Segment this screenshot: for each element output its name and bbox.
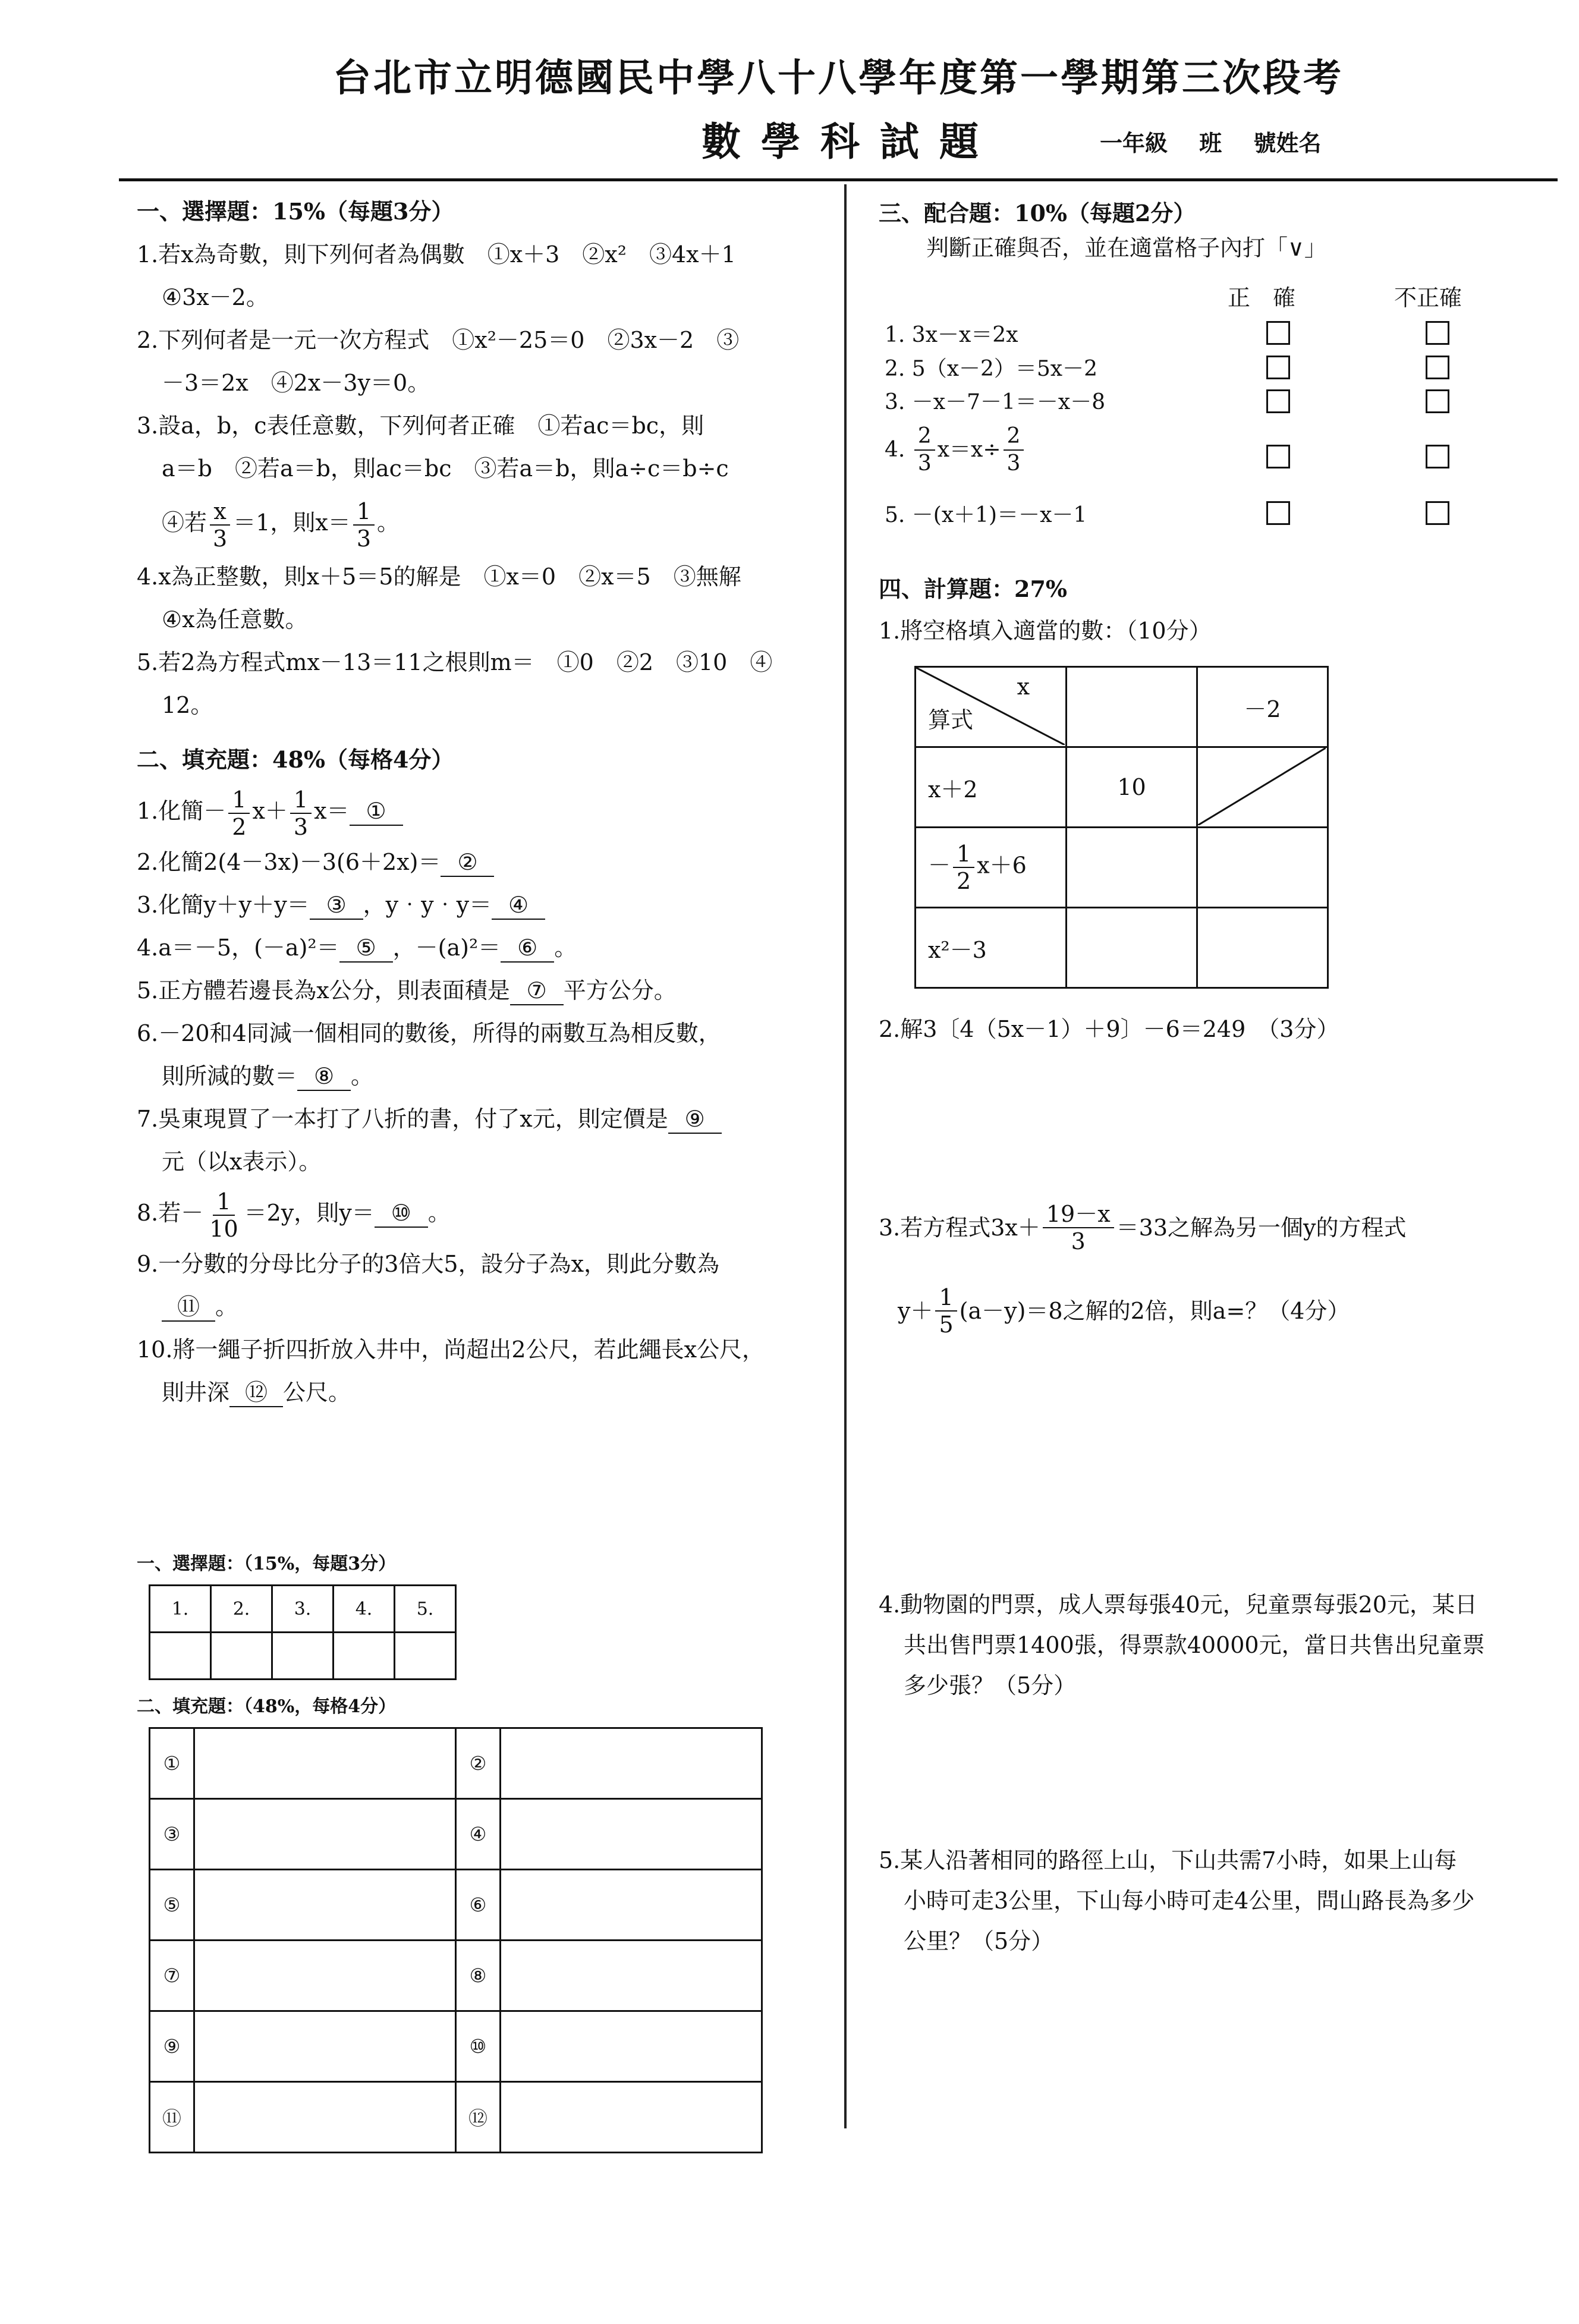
column-divider bbox=[844, 184, 847, 2128]
fraction: $\frac{19-x}{3}$ bbox=[1043, 1201, 1114, 1254]
table-row bbox=[916, 747, 1328, 828]
fraction: $\frac{2}{3}$ bbox=[914, 423, 935, 477]
right-column bbox=[879, 196, 1562, 265]
answer-blank[interactable]: ③ bbox=[310, 891, 363, 920]
grade-label: 一年級 bbox=[1100, 130, 1168, 156]
match-item-3: 3. －x－7－1＝－x－8 bbox=[885, 390, 1106, 414]
calc-q4: 4.動物園的門票，成人票每張40元，兒童票每張20元，某日 共出售門票1400張，得票款40000元，當日共售出兒童票 多少張？（5分） bbox=[879, 1592, 1485, 1699]
class-label: 班 bbox=[1199, 130, 1222, 156]
fill-answer-cell[interactable] bbox=[194, 1799, 456, 1870]
table-cell[interactable] bbox=[1067, 908, 1197, 988]
answer-sheet1-title: 一、選擇題：（15%，每題3分） bbox=[137, 1553, 397, 1574]
calc-q5: 5.某人沿著相同的路徑上山，下山共需7小時，如果上山每 小時可走3公里，下山每小時可走4公里，問山路長為多少 公里？（5分） bbox=[879, 1847, 1475, 1954]
school-title: 台北市立明德國民中學八十八學年度第一學期第三次段考 bbox=[333, 56, 1344, 100]
table-row bbox=[916, 828, 1328, 908]
fill-answer-cell[interactable] bbox=[501, 1941, 762, 2011]
section2-title: 二、填充題：48%（每格4分） bbox=[137, 746, 454, 773]
fill-answer-cell[interactable] bbox=[194, 2011, 456, 2082]
fraction: $\frac{1}{5}$ bbox=[935, 1284, 957, 1338]
fraction: $\frac{1}{2}$ bbox=[228, 787, 250, 840]
fill10-line1: 10.將一繩子折四折放入井中，尚超出2公尺，若此繩長x公尺， bbox=[137, 1336, 765, 1363]
table-row: ⑨ ⑩ bbox=[150, 2011, 762, 2082]
table-header-neg2: －2 bbox=[1197, 667, 1328, 747]
table-row: ① ② bbox=[150, 1728, 762, 1799]
checkbox-incorrect-3[interactable] bbox=[1426, 389, 1449, 413]
fill1: 1.化簡－ $\frac{1}{2}$ x＋ $\frac{1}{3}$ x＝ ① bbox=[137, 781, 832, 841]
fill-answer-cell[interactable] bbox=[501, 2011, 762, 2082]
fill-answer-cell[interactable] bbox=[194, 1728, 456, 1799]
choice-answer-cell[interactable] bbox=[334, 1633, 395, 1680]
answer-blank[interactable]: ⑦ bbox=[510, 977, 564, 1005]
calc-q3-line2: y＋ $\frac{1}{5}$ (a－y)＝8之解的2倍，則a=？（4分） bbox=[898, 1284, 1350, 1338]
choice-col-3: 3. bbox=[272, 1586, 334, 1633]
fill3: 3.化簡y＋y＋y＝ ③ ，y‧y‧y＝ ④ bbox=[137, 883, 832, 926]
fraction: $\frac{1}{10}$ bbox=[209, 1188, 238, 1242]
choice-col-2: 2. bbox=[211, 1586, 272, 1633]
fill6-line2: 則所減的數＝ ⑧ 。 bbox=[137, 1055, 832, 1097]
q3-line1: 3.設a，b，c表任意數，下列何者正確 ①若ac＝bc，則 bbox=[137, 413, 704, 439]
choice-col-1: 1. bbox=[150, 1586, 211, 1633]
q4-line2: ④x為任意數。 bbox=[162, 606, 308, 633]
calc-q2: 2.解3〔4（5x－1）＋9〕－6＝249 （3分） bbox=[879, 1016, 1339, 1042]
table-row bbox=[916, 667, 1328, 747]
q5-line1: 5.若2為方程式mx－13＝11之根則m＝ ①0 ②2 ③10 ④ bbox=[137, 649, 773, 675]
answer-blank[interactable]: ④ bbox=[492, 891, 545, 920]
diagonal-line-icon bbox=[1198, 748, 1326, 825]
left-column bbox=[137, 190, 832, 1414]
section4-title: 四、計算題：27% bbox=[879, 576, 1067, 602]
fill7-line1: 7.吳東現買了一本打了八折的書，付了x元，則定價是 ⑨ bbox=[137, 1097, 832, 1140]
calc-table bbox=[914, 666, 1329, 989]
match-item-2: 2. 5（x－2）＝5x－2 bbox=[885, 357, 1098, 381]
answer-blank[interactable]: ⑧ bbox=[297, 1062, 351, 1091]
checkbox-incorrect-2[interactable] bbox=[1426, 356, 1449, 379]
fill-answer-cell[interactable] bbox=[501, 1799, 762, 1870]
q3-line3: ④若 $\frac{x}{3}$ ＝1，則x＝ $\frac{1}{3}$ 。 bbox=[162, 498, 400, 552]
answer-blank[interactable]: ⑨ bbox=[668, 1105, 722, 1134]
answer-blank[interactable]: ⑤ bbox=[339, 934, 393, 963]
table-cell: 10 bbox=[1067, 747, 1197, 828]
match-item-4: 4. $\frac{2}{3}$ x＝x÷ $\frac{2}{3}$ bbox=[885, 423, 1026, 477]
fill-answer-cell[interactable] bbox=[194, 1941, 456, 2011]
checkbox-correct-1[interactable] bbox=[1266, 321, 1290, 345]
answer-sheet2-title: 二、填充題：（48%，每格4分） bbox=[137, 1696, 397, 1717]
fill-answer-table bbox=[149, 1727, 763, 2153]
fraction: $\frac{1}{3}$ bbox=[353, 498, 375, 552]
fill-answer-cell[interactable] bbox=[501, 2082, 762, 2153]
fill9-line2: ⑪ 。 bbox=[137, 1285, 832, 1328]
fill5: 5.正方體若邊長為x公分，則表面積是 ⑦ 平方公分。 bbox=[137, 969, 832, 1012]
answer-blank[interactable]: ⑥ bbox=[501, 934, 554, 963]
q1-line2: ④3x－2。 bbox=[162, 284, 269, 310]
choice-col-5: 5. bbox=[395, 1586, 456, 1633]
match-item-1: 1. 3x－x＝2x bbox=[885, 323, 1018, 347]
answer-blank[interactable]: ⑫ bbox=[229, 1379, 283, 1407]
table-cell[interactable] bbox=[1067, 667, 1197, 747]
choice-answer-cell[interactable] bbox=[272, 1633, 334, 1680]
table-row: ③ ④ bbox=[150, 1799, 762, 1870]
q1-line1: 1.若x為奇數，則下列何者為偶數 ①x＋3 ②x² ③4x＋1 bbox=[137, 241, 736, 268]
table-cell[interactable] bbox=[1197, 908, 1328, 988]
table-row-label: － $\frac{1}{2}$ x＋6 bbox=[916, 828, 1067, 908]
checkbox-correct-4[interactable] bbox=[1266, 445, 1290, 468]
checkbox-correct-5[interactable] bbox=[1266, 501, 1290, 525]
col-correct-label: 正 確 bbox=[1228, 285, 1296, 311]
number-label: 號 bbox=[1253, 130, 1276, 156]
checkbox-incorrect-5[interactable] bbox=[1426, 501, 1449, 525]
section3-instructions: 判斷正確與否，並在適當格子內打「∨」 bbox=[926, 235, 1327, 261]
fill9-line1: 9.一分數的分母比分子的3倍大5，設分子為x，則此分數為 bbox=[137, 1251, 720, 1277]
table-cell[interactable] bbox=[1067, 828, 1197, 908]
choice-answer-table bbox=[149, 1584, 457, 1680]
fraction: $\frac{1}{2}$ bbox=[953, 841, 974, 894]
checkbox-correct-3[interactable] bbox=[1266, 389, 1290, 413]
fill4: 4.a＝－5，(－a)²＝ ⑤ ，－(a)²＝ ⑥ 。 bbox=[137, 926, 832, 969]
table-row-label: x²－3 bbox=[916, 908, 1067, 988]
match-item-5: 5. －(x＋1)＝－x－1 bbox=[885, 503, 1087, 527]
q2-line1: 2.下列何者是一元一次方程式 ①x²－25＝0 ②3x－2 ③ bbox=[137, 327, 740, 353]
fill8: 8.若－ $\frac{1}{10}$ ＝2y，則y＝ ⑩ 。 bbox=[137, 1188, 451, 1242]
fill-answer-cell[interactable] bbox=[194, 2082, 456, 2153]
section3-title: 三、配合題：10%（每題2分） bbox=[879, 200, 1196, 227]
answer-blank[interactable]: ① bbox=[350, 797, 403, 826]
choice-answer-cell[interactable] bbox=[211, 1633, 272, 1680]
choice-answer-cell[interactable] bbox=[150, 1633, 211, 1680]
q4-line1: 4.x為正整數，則x＋5＝5的解是 ①x＝0 ②x＝5 ③無解 bbox=[137, 564, 741, 590]
fill-answer-cell[interactable] bbox=[194, 1870, 456, 1941]
table-row bbox=[916, 908, 1328, 988]
fill6-line1: 6.－20和4同減一個相同的數後，所得的兩數互為相反數， bbox=[137, 1020, 721, 1046]
checkbox-incorrect-4[interactable] bbox=[1426, 445, 1449, 468]
table-cell[interactable] bbox=[1197, 828, 1328, 908]
fraction: $\frac{1}{3}$ bbox=[290, 787, 312, 840]
table-header-diagonal: x 算式 bbox=[916, 667, 1067, 747]
fraction: $\frac{x}{3}$ bbox=[209, 498, 231, 552]
table-cell-diagonal bbox=[1197, 747, 1328, 828]
answer-blank[interactable]: ⑪ bbox=[162, 1293, 215, 1322]
col-incorrect-label: 不正確 bbox=[1394, 285, 1462, 311]
checkbox-correct-2[interactable] bbox=[1266, 356, 1290, 379]
header-divider bbox=[119, 178, 1558, 181]
choice-answer-cell[interactable] bbox=[395, 1633, 456, 1680]
fill7-line2: 元（以x表示）。 bbox=[162, 1149, 322, 1175]
q5-line2: 12。 bbox=[162, 692, 213, 718]
fill2: 2.化簡2(4－3x)－3(6＋2x)＝ ② bbox=[137, 841, 832, 883]
fill-answer-cell[interactable] bbox=[501, 1728, 762, 1799]
table-row: ⑤ ⑥ bbox=[150, 1870, 762, 1941]
table-row-label: x＋2 bbox=[916, 747, 1067, 828]
table-row: ⑦ ⑧ bbox=[150, 1941, 762, 2011]
subject-title: 數學科試題 bbox=[702, 118, 999, 165]
calc-q1: 1.將空格填入適當的數：（10分） bbox=[879, 618, 1212, 644]
name-label: 姓名 bbox=[1276, 130, 1322, 156]
student-info-line bbox=[1100, 125, 1322, 158]
fill10-line2: 則井深 ⑫ 公尺。 bbox=[137, 1371, 832, 1414]
q3-line2: a＝b ②若a＝b，則ac＝bc ③若a＝b，則a÷c＝b÷c bbox=[162, 455, 729, 482]
section1-title: 一、選擇題：15%（每題3分） bbox=[137, 198, 454, 225]
q2-line2: －3＝2x ④2x－3y＝0。 bbox=[162, 370, 430, 396]
calc-q3-line1: 3.若方程式3x＋ $\frac{19-x}{3}$ ＝33之解為另一個y的方程式 bbox=[879, 1201, 1407, 1254]
fraction: $\frac{2}{3}$ bbox=[1004, 423, 1024, 477]
fill-answer-cell[interactable] bbox=[501, 1870, 762, 1941]
answer-blank[interactable]: ⑩ bbox=[375, 1199, 428, 1228]
table-row: ⑪ ⑫ bbox=[150, 2082, 762, 2153]
answer-blank[interactable]: ② bbox=[441, 848, 494, 877]
choice-col-4: 4. bbox=[334, 1586, 395, 1633]
checkbox-incorrect-1[interactable] bbox=[1426, 321, 1449, 345]
